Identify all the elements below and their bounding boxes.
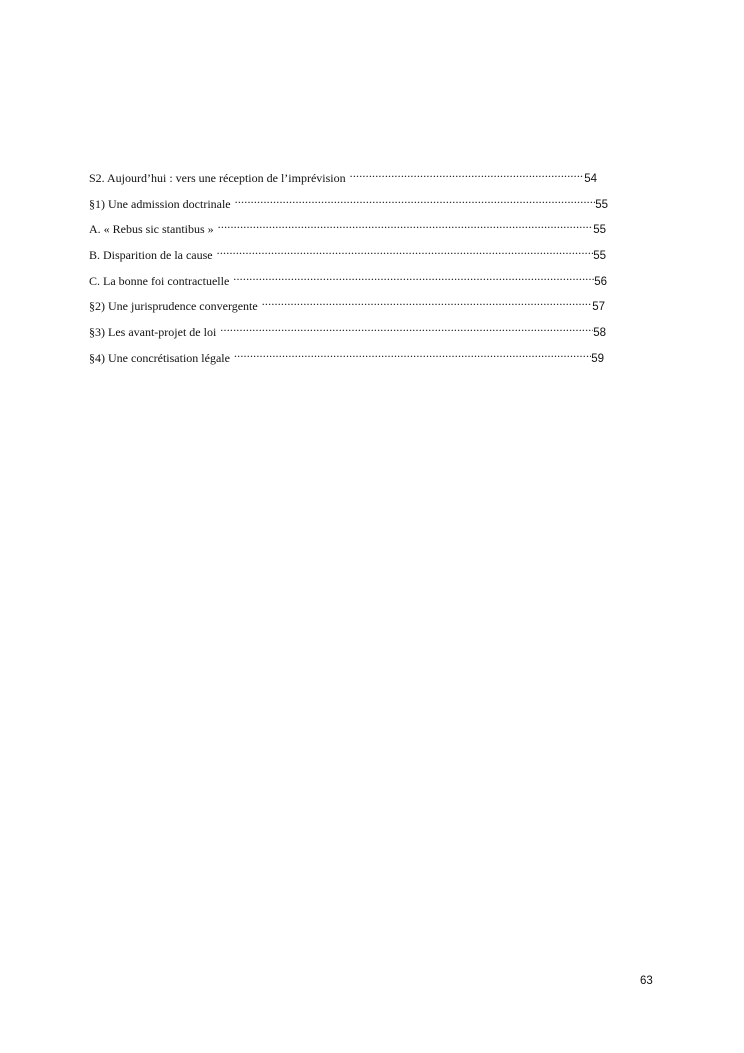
toc-entry-page: 55	[595, 198, 608, 211]
toc-entry-page: 56	[594, 275, 607, 288]
toc-dot-leader	[235, 190, 596, 208]
toc-entry-title: C. La bonne foi contractuelle	[89, 273, 230, 288]
toc-entry	[89, 190, 608, 216]
toc-entry-title: §2) Une jurisprudence convergente	[89, 299, 258, 314]
toc-entry	[89, 292, 605, 318]
toc-entry	[89, 164, 597, 190]
table-of-contents	[89, 164, 609, 370]
toc-entry	[89, 241, 606, 267]
toc-entry-title: B. Disparition de la cause	[89, 248, 213, 263]
toc-entry	[89, 344, 604, 370]
toc-dot-leader	[350, 164, 585, 182]
toc-entry	[89, 215, 606, 241]
toc-dot-leader	[217, 241, 594, 259]
toc-entry-page: 59	[591, 352, 604, 365]
toc-dot-leader	[233, 267, 594, 285]
toc-entry-title: S2. Aujourd’hui : vers une réception de l’imprévision	[89, 171, 346, 185]
toc-entry-title: §4) Une concrétisation légale	[89, 350, 230, 365]
toc-entry-title: §1) Une admission doctrinale	[89, 196, 231, 211]
toc-entry-page: 57	[592, 301, 605, 314]
toc-entry-page: 55	[593, 224, 606, 237]
toc-entry-page: 55	[593, 250, 606, 263]
toc-dot-leader	[220, 318, 593, 336]
toc-dot-leader	[234, 344, 591, 362]
toc-entry	[89, 318, 606, 344]
toc-entry-page: 54	[584, 173, 597, 185]
toc-dot-leader	[218, 215, 594, 233]
toc-entry-title: §3) Les avant-projet de loi	[89, 325, 217, 340]
toc-dot-leader	[262, 292, 592, 310]
toc-entry-page: 58	[593, 327, 606, 340]
toc-entry-title: A. « Rebus sic stantibus »	[89, 222, 214, 237]
toc-entry	[89, 267, 607, 293]
page-number: 63	[640, 975, 653, 987]
